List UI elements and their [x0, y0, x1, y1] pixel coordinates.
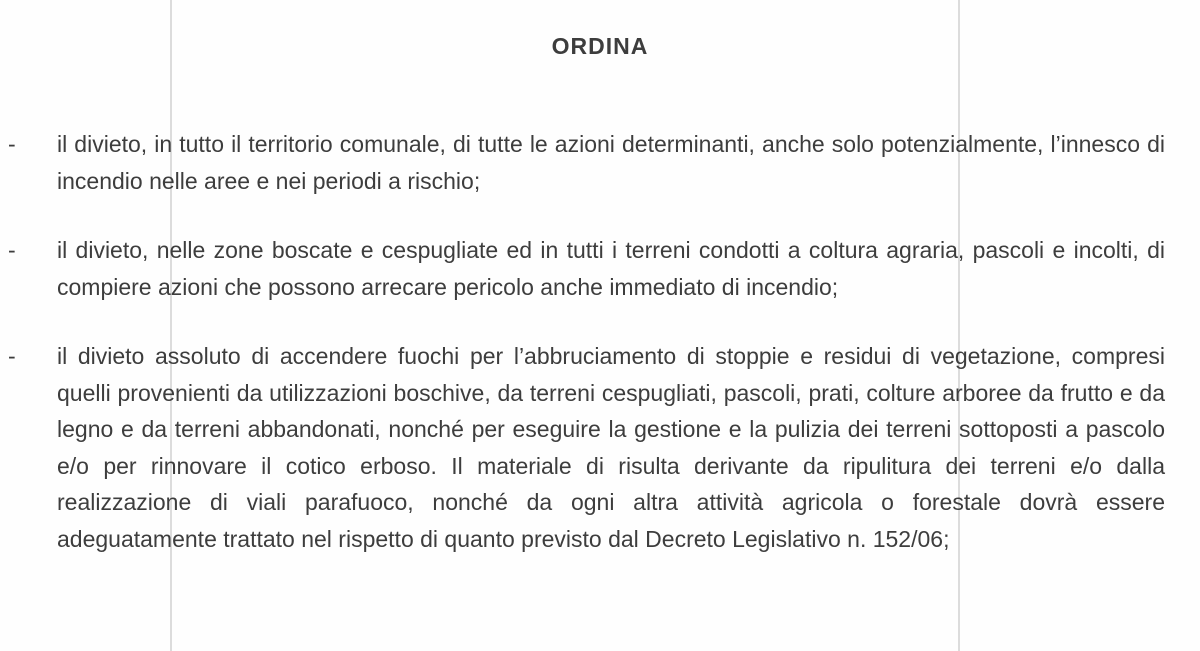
paragraph-text: il divieto assoluto di accendere fuochi per l’abbruciamento di stoppie e residui di vegetazione, compresi quelli provenienti da utilizzazioni boschive, da terreni cespugliati, pascoli, prati, colture arboree da frutto e da legno e da terreni abbandonati, nonché per eseguire la gestione e la pulizia dei terreni sottoposti a pascolo e/o per rinnovare il cotico erboso. Il materiale di risulta derivante da ripulitura dei terreni e/o dalla realizzazione di viali parafuoco, nonché da ogni altra attività agricola o forestale dovrà essere adeguatamente trattato nel rispetto di quanto previsto dal Decreto Legislativo n. 152/06; [57, 343, 1165, 552]
dash-marker: - [8, 237, 16, 263]
list-item [8, 232, 1165, 305]
dash-marker: - [8, 343, 16, 369]
paragraph-text: il divieto, in tutto il territorio comunale, di tutte le azioni determinanti, anche solo potenzialmente, l’innesco di incendio nelle aree e nei periodi a rischio; [57, 131, 1165, 194]
document-title: ORDINA [551, 33, 649, 59]
dash-marker: - [8, 131, 16, 157]
list-item [8, 126, 1165, 199]
paragraph-text: il divieto, nelle zone boscate e cespugliate ed in tutti i terreni condotti a coltura agraria, pascoli e incolti, di compiere azioni che possono arrecare pericolo anche immediato di incendio; [57, 237, 1165, 300]
list-item [8, 338, 1165, 557]
ordinance-list [8, 126, 1165, 590]
